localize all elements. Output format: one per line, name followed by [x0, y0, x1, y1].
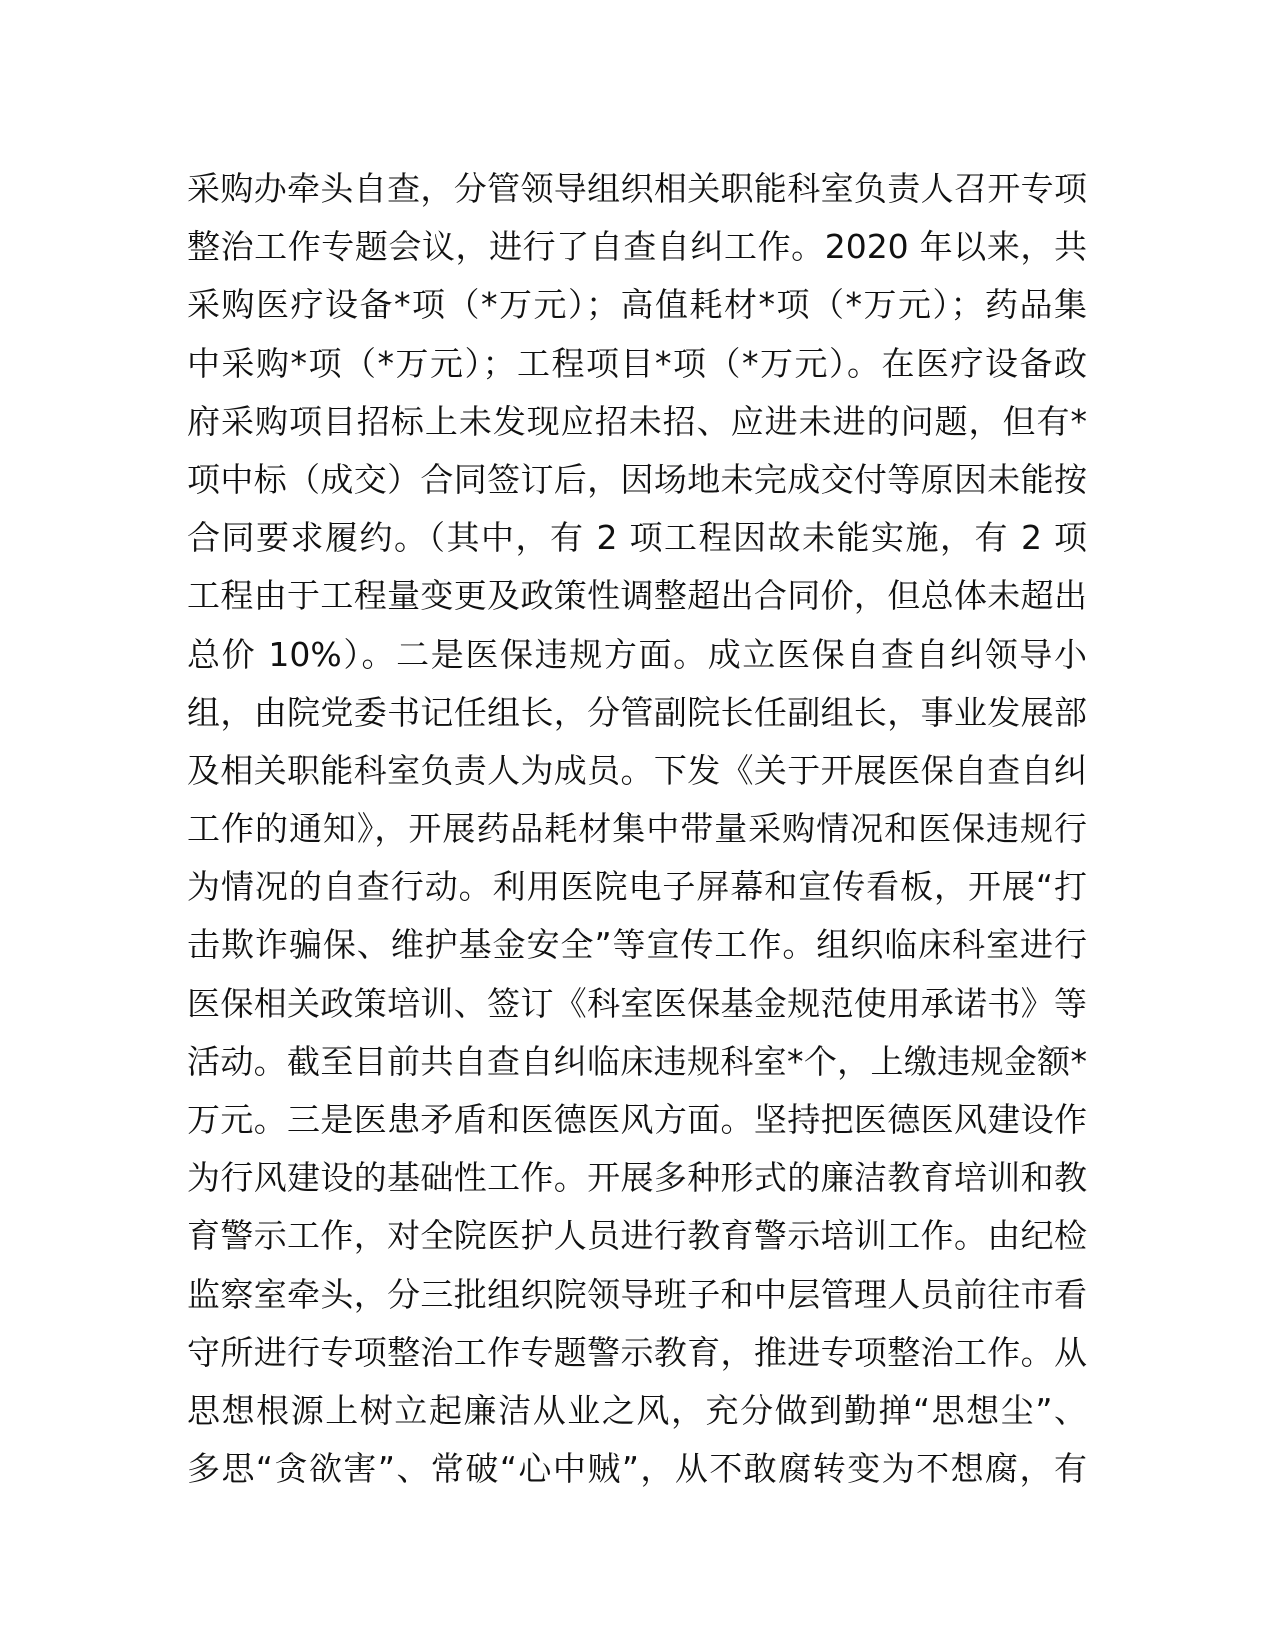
text-line: 医保相关政策培训、签订《科室医保基金规范使用承诺书》等 [187, 983, 1087, 1023]
text-line: 击欺诈骗保、维护基金安全”等宣传工作。组织临床科室进行 [187, 925, 1087, 965]
text-line: 守所进行专项整治工作专题警示教育，推进专项整治工作。从 [187, 1332, 1087, 1372]
text-line: 监察室牵头，分三批组织院领导班子和中层管理人员前往市看 [187, 1274, 1087, 1314]
text-line: 工作的通知》，开展药品耗材集中带量采购情况和医保违规行 [187, 809, 1087, 849]
text-line: 组，由院党委书记任组长，分管副院长任副组长，事业发展部 [187, 692, 1087, 732]
text-line: 为情况的自查行动。利用医院电子屏幕和宣传看板，开展“打 [187, 867, 1087, 907]
text-line: 及相关职能科室负责人为成员。下发《关于开展医保自查自纠 [187, 750, 1087, 790]
text-line: 思想根源上树立起廉洁从业之风，充分做到勤掸“思想尘”、 [187, 1390, 1087, 1430]
text-line: 活动。截至目前共自查自纠临床违规科室*个，上缴违规金额* [187, 1041, 1087, 1081]
text-line: 万元。三是医患矛盾和医德医风方面。坚持把医德医风建设作 [187, 1100, 1087, 1139]
text-line: 采购医疗设备*项（*万元）；高值耗材*项（*万元）；药品集 [187, 285, 1087, 325]
text-line: 采购办牵头自查，分管领导组织相关职能科室负责人召开专项 [187, 169, 1087, 208]
body-paragraph [187, 160, 1087, 1498]
text-line: 育警示工作，对全院医护人员进行教育警示培训工作。由纪检 [187, 1216, 1087, 1256]
text-line: 工程由于工程量变更及政策性调整超出合同价，但总体未超出 [187, 576, 1087, 616]
text-line: 项中标（成交）合同签订后，因场地未完成交付等原因未能按 [187, 459, 1087, 499]
text-line: 多思“贪欲害”、常破“心中贼”，从不敢腐转变为不想腐，有 [187, 1449, 1087, 1489]
text-line: 合同要求履约。（其中，有 2 项工程因故未能实施，有 2 项 [187, 518, 1087, 558]
text-line: 整治工作专题会议，进行了自查自纠工作。2020 年以来，共 [187, 227, 1087, 267]
text-line: 为行风建设的基础性工作。开展多种形式的廉洁教育培训和教 [187, 1158, 1087, 1198]
text-line: 总价 10%）。二是医保违规方面。成立医保自查自纠领导小 [187, 634, 1087, 674]
text-line: 府采购项目招标上未发现应招未招、应进未进的问题，但有* [187, 401, 1087, 441]
text-line: 中采购*项（*万元）；工程项目*项（*万元）。在医疗设备政 [187, 343, 1087, 383]
